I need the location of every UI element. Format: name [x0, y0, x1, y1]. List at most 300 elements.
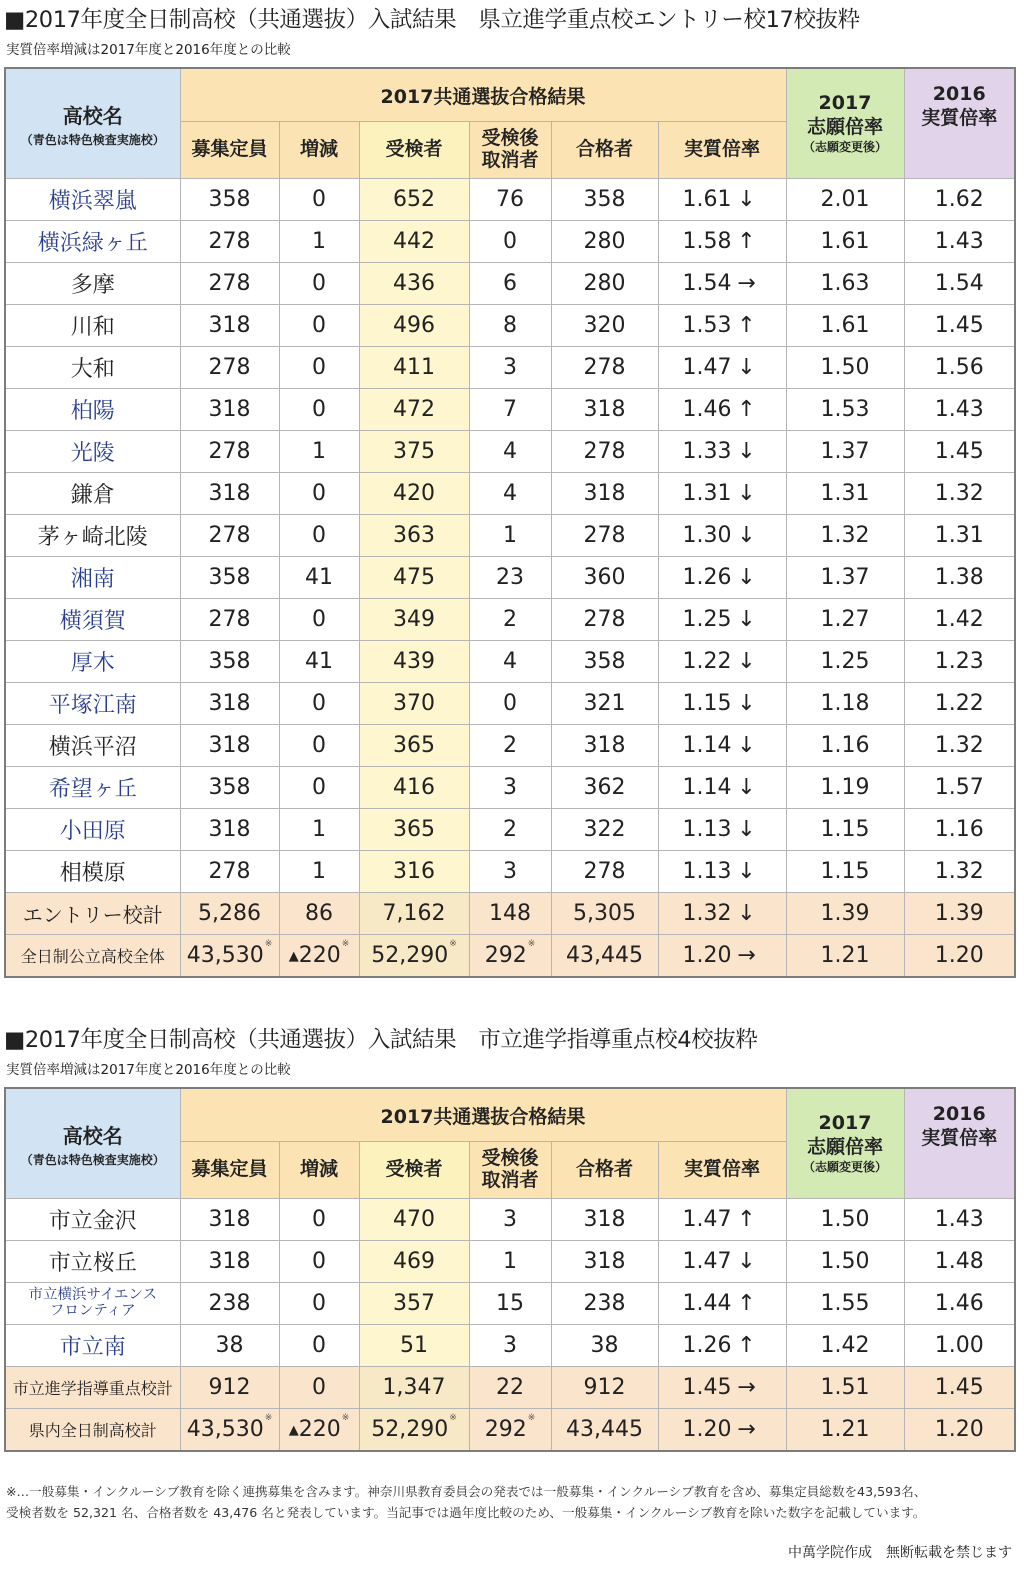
arrow-down-icon: ↓ [737, 565, 756, 590]
actual-ratio [658, 1241, 786, 1283]
withdrawn [469, 683, 551, 725]
change [279, 599, 359, 641]
header-2016-ratio [904, 68, 1015, 179]
passed [551, 431, 658, 473]
school-name: 柏陽 [5, 389, 180, 431]
passed-value: 318 [583, 733, 626, 758]
withdrawn-value: 3 [503, 859, 517, 884]
passed-value: 320 [583, 313, 626, 338]
passed [551, 683, 658, 725]
passed-value: 278 [583, 439, 626, 464]
capacity [180, 1241, 279, 1283]
section-title: ■2017年度全日制高校（共通選抜）入試結果 市立進学指導重点校4校抜粋 [4, 1027, 758, 1053]
school-name: 全日制公立高校全体 [5, 935, 180, 978]
actual-ratio [658, 641, 786, 683]
withdrawn [469, 1241, 551, 1283]
actual-ratio-value: 1.30 [682, 523, 732, 548]
capacity-value: 278 [208, 439, 251, 464]
actual-ratio-value: 1.47 [682, 1207, 732, 1232]
withdrawn-value: 1 [503, 1249, 517, 1274]
ratio-2017: 1.51 [786, 1367, 904, 1409]
school-name-line1: 市立横浜サイエンス [28, 1287, 157, 1304]
ratio-2017: 1.42 [786, 1325, 904, 1367]
actual-ratio-value: 1.47 [682, 355, 732, 380]
change-value: 86 [305, 901, 333, 926]
arrow-right-icon: → [737, 1375, 756, 1400]
applicants [359, 347, 469, 389]
change-value: 1 [312, 817, 326, 842]
school-name: 相模原 [5, 851, 180, 893]
applicants [359, 1199, 469, 1241]
withdrawn-value: 7 [503, 397, 517, 422]
applicants-value: 416 [393, 775, 435, 800]
ratio-2016: 1.48 [904, 1241, 1015, 1283]
capacity [180, 641, 279, 683]
results-table [4, 1087, 1016, 1452]
actual-ratio [658, 851, 786, 893]
ratio-2017: 1.32 [786, 515, 904, 557]
change-value: 220 [298, 1417, 341, 1442]
applicants-value: 496 [393, 313, 435, 338]
ratio-2017: 1.50 [786, 1241, 904, 1283]
capacity-value: 278 [208, 229, 251, 254]
passed [551, 1409, 658, 1452]
note-mark: ※ [264, 1413, 273, 1423]
table-row [5, 305, 1015, 347]
withdrawn-value: 8 [503, 313, 517, 338]
passed-value: 358 [583, 187, 626, 212]
arrow-up-icon: ↑ [737, 1207, 756, 1232]
header-withdrawn-line2: 取消者 [481, 149, 539, 171]
change [279, 809, 359, 851]
ratio-2017: 1.50 [786, 347, 904, 389]
applicants [359, 431, 469, 473]
change [279, 221, 359, 263]
withdrawn-value: 0 [503, 229, 517, 254]
change-value: 0 [312, 1291, 326, 1316]
change [279, 683, 359, 725]
capacity-value: 278 [208, 271, 251, 296]
school-name: 茅ヶ崎北陵 [5, 515, 180, 557]
header-change: 増減 [279, 122, 359, 179]
change-value: 1 [312, 229, 326, 254]
change [279, 1409, 359, 1452]
passed-value: 358 [583, 649, 626, 674]
withdrawn [469, 431, 551, 473]
footnote: ※…一般募集・インクルーシブ教育を除く連携募集を含みます。神奈川県教育委員会の発表では一般募集・インクルーシブ教育を含め、募集定員総数を43,593名、 受検者数を 52,321 名、合格者数を 43,476 名と発表しています。当記事では過年度比較のため、一般募集・インクルーシブ教育を除いた数字を記載しています。 [6, 1484, 927, 1520]
capacity-value: 278 [208, 523, 251, 548]
school-name: 県内全日制高校計 [5, 1409, 180, 1452]
header-2016-year: 2016 [932, 1103, 986, 1125]
section-subtitle: 実質倍率増減は2017年度と2016年度との比較 [6, 1062, 291, 1078]
passed-value: 280 [583, 271, 626, 296]
applicants-value: 375 [393, 439, 435, 464]
withdrawn-value: 76 [496, 187, 524, 212]
capacity-value: 318 [208, 481, 251, 506]
withdrawn [469, 725, 551, 767]
passed-value: 912 [583, 1375, 626, 1400]
total-row [5, 935, 1015, 978]
school-name: 市立進学指導重点校計 [5, 1367, 180, 1409]
school-name: 平塚江南 [5, 683, 180, 725]
applicants [359, 389, 469, 431]
passed [551, 389, 658, 431]
passed [551, 557, 658, 599]
withdrawn-value: 148 [489, 901, 531, 926]
header-school [5, 1088, 180, 1199]
capacity [180, 1367, 279, 1409]
withdrawn-value: 292 [484, 1417, 527, 1442]
passed [551, 935, 658, 978]
capacity-value: 318 [208, 1207, 251, 1232]
table-row [5, 179, 1015, 221]
ratio-2016: 1.54 [904, 263, 1015, 305]
applicants-value: 357 [393, 1291, 435, 1316]
ratio-2017: 1.53 [786, 389, 904, 431]
decrease-triangle-icon: ▲ [288, 1423, 299, 1438]
actual-ratio-value: 1.61 [682, 187, 732, 212]
school-name: 鎌倉 [5, 473, 180, 515]
header-school-note: （青色は特色検査実施校） [20, 132, 165, 147]
total-row [5, 1409, 1015, 1452]
change [279, 1283, 359, 1325]
applicants [359, 305, 469, 347]
actual-ratio-value: 1.54 [682, 271, 732, 296]
ratio-2016: 1.16 [904, 809, 1015, 851]
passed [551, 1367, 658, 1409]
header-2017-ratio [786, 68, 904, 179]
actual-ratio-value: 1.53 [682, 313, 732, 338]
actual-ratio-value: 1.58 [682, 229, 732, 254]
capacity [180, 935, 279, 978]
ratio-2017: 1.50 [786, 1199, 904, 1241]
capacity [180, 1325, 279, 1367]
withdrawn-value: 2 [503, 733, 517, 758]
passed-value: 278 [583, 355, 626, 380]
ratio-2017: 1.21 [786, 1409, 904, 1452]
capacity [180, 683, 279, 725]
actual-ratio [658, 1283, 786, 1325]
capacity [180, 179, 279, 221]
change [279, 725, 359, 767]
withdrawn [469, 1199, 551, 1241]
withdrawn-value: 15 [496, 1291, 524, 1316]
ratio-2017: 1.25 [786, 641, 904, 683]
note-mark: ※ [527, 1413, 536, 1423]
capacity-value: 358 [208, 775, 251, 800]
applicants [359, 725, 469, 767]
withdrawn-value: 2 [503, 607, 517, 632]
withdrawn [469, 809, 551, 851]
header-capacity: 募集定員 [180, 122, 279, 179]
arrow-up-icon: ↑ [737, 229, 756, 254]
actual-ratio [658, 1367, 786, 1409]
passed-value: 5,305 [573, 901, 636, 926]
passed-value: 43,445 [566, 1417, 643, 1442]
passed-value: 318 [583, 397, 626, 422]
ratio-2016: 1.46 [904, 1283, 1015, 1325]
change [279, 767, 359, 809]
change [279, 893, 359, 935]
actual-ratio [658, 431, 786, 473]
table-row [5, 851, 1015, 893]
arrow-down-icon: ↓ [737, 187, 756, 212]
passed [551, 1241, 658, 1283]
ratio-2017: 1.39 [786, 893, 904, 935]
withdrawn [469, 641, 551, 683]
ratio-2017: 1.37 [786, 431, 904, 473]
applicants-value: 436 [393, 271, 435, 296]
capacity [180, 599, 279, 641]
header-ratio: 実質倍率 [658, 122, 786, 179]
applicants-value: 1,347 [382, 1375, 446, 1400]
capacity-value: 912 [208, 1375, 251, 1400]
passed [551, 305, 658, 347]
change-value: 0 [312, 271, 326, 296]
withdrawn [469, 935, 551, 978]
passed [551, 515, 658, 557]
change [279, 473, 359, 515]
actual-ratio [658, 1325, 786, 1367]
actual-ratio-value: 1.33 [682, 439, 732, 464]
capacity-value: 278 [208, 859, 251, 884]
withdrawn-value: 3 [503, 1333, 517, 1358]
table-row [5, 557, 1015, 599]
actual-ratio-value: 1.22 [682, 649, 732, 674]
arrow-down-icon: ↓ [737, 481, 756, 506]
withdrawn [469, 473, 551, 515]
ratio-2016: 1.62 [904, 179, 1015, 221]
withdrawn [469, 1409, 551, 1452]
withdrawn-value: 0 [503, 691, 517, 716]
capacity [180, 473, 279, 515]
capacity [180, 221, 279, 263]
actual-ratio-value: 1.32 [682, 901, 732, 926]
table-row [5, 725, 1015, 767]
passed-value: 362 [583, 775, 626, 800]
header-2017-ratio [786, 1088, 904, 1199]
passed-value: 318 [583, 481, 626, 506]
school-name: 光陵 [5, 431, 180, 473]
withdrawn [469, 305, 551, 347]
ratio-2017: 1.61 [786, 221, 904, 263]
ratio-2016: 1.22 [904, 683, 1015, 725]
applicants-value: 652 [393, 187, 435, 212]
actual-ratio-value: 1.47 [682, 1249, 732, 1274]
header-withdrawn [469, 1142, 551, 1199]
section-title: ■2017年度全日制高校（共通選抜）入試結果 県立進学重点校エントリー校17校抜粋 [4, 7, 860, 33]
applicants [359, 1325, 469, 1367]
school-name: 川和 [5, 305, 180, 347]
actual-ratio [658, 263, 786, 305]
capacity [180, 347, 279, 389]
passed-value: 43,445 [566, 943, 643, 968]
table-row [5, 599, 1015, 641]
change-value: 41 [305, 565, 333, 590]
applicants-value: 411 [393, 355, 435, 380]
withdrawn [469, 179, 551, 221]
passed [551, 263, 658, 305]
passed [551, 851, 658, 893]
ratio-2016: 1.43 [904, 221, 1015, 263]
passed-value: 278 [583, 607, 626, 632]
ratio-2017: 1.63 [786, 263, 904, 305]
passed [551, 809, 658, 851]
capacity [180, 767, 279, 809]
withdrawn [469, 347, 551, 389]
ratio-2016: 1.00 [904, 1325, 1015, 1367]
change-value: 0 [312, 733, 326, 758]
capacity-value: 43,530 [186, 1417, 264, 1442]
arrow-down-icon: ↓ [737, 439, 756, 464]
applicants-value: 420 [393, 481, 435, 506]
header-2017-label: 志願倍率 [806, 116, 883, 138]
table-row [5, 389, 1015, 431]
ratio-2017: 1.27 [786, 599, 904, 641]
applicants [359, 641, 469, 683]
passed-value: 318 [583, 1207, 626, 1232]
applicants [359, 557, 469, 599]
applicants-value: 470 [393, 1207, 435, 1232]
change-value: 0 [312, 355, 326, 380]
capacity-value: 318 [208, 733, 251, 758]
ratio-2017: 1.21 [786, 935, 904, 978]
passed-value: 360 [583, 565, 626, 590]
arrow-down-icon: ↓ [737, 649, 756, 674]
actual-ratio [658, 935, 786, 978]
actual-ratio [658, 347, 786, 389]
applicants [359, 851, 469, 893]
actual-ratio-value: 1.13 [682, 859, 732, 884]
withdrawn [469, 515, 551, 557]
passed [551, 893, 658, 935]
change [279, 305, 359, 347]
actual-ratio [658, 515, 786, 557]
ratio-2017: 1.37 [786, 557, 904, 599]
table-row [5, 683, 1015, 725]
passed [551, 179, 658, 221]
arrow-down-icon: ↓ [737, 523, 756, 548]
withdrawn-value: 4 [503, 481, 517, 506]
school-name: 希望ヶ丘 [5, 767, 180, 809]
withdrawn [469, 263, 551, 305]
withdrawn-value: 3 [503, 355, 517, 380]
withdrawn [469, 767, 551, 809]
header-withdrawn-line1: 受検後 [481, 1147, 539, 1170]
ratio-2016: 1.38 [904, 557, 1015, 599]
applicants-value: 472 [393, 397, 435, 422]
withdrawn-value: 23 [496, 565, 524, 590]
actual-ratio-value: 1.14 [682, 775, 732, 800]
capacity [180, 557, 279, 599]
capacity [180, 1199, 279, 1241]
applicants [359, 599, 469, 641]
ratio-2016: 1.20 [904, 935, 1015, 978]
applicants-value: 51 [400, 1333, 428, 1358]
header-2016-label: 実質倍率 [921, 106, 998, 129]
arrow-up-icon: ↑ [737, 1291, 756, 1316]
capacity-value: 238 [208, 1291, 251, 1316]
arrow-right-icon: → [737, 271, 756, 296]
school-name: 横須賀 [5, 599, 180, 641]
withdrawn-value: 4 [503, 439, 517, 464]
capacity [180, 1409, 279, 1452]
applicants [359, 935, 469, 978]
capacity [180, 851, 279, 893]
header-2017-year: 2017 [818, 92, 872, 115]
header-withdrawn [469, 122, 551, 179]
actual-ratio-value: 1.45 [682, 1375, 732, 1400]
actual-ratio-value: 1.26 [682, 565, 732, 590]
passed [551, 725, 658, 767]
ratio-2017: 1.15 [786, 851, 904, 893]
applicants-value: 442 [393, 229, 435, 254]
arrow-down-icon: ↓ [737, 733, 756, 758]
school-name-line2: フロンティア [49, 1302, 136, 1319]
applicants [359, 1367, 469, 1409]
withdrawn [469, 1367, 551, 1409]
change-value: 0 [312, 397, 326, 422]
school-name: 横浜緑ヶ丘 [5, 221, 180, 263]
arrow-down-icon: ↓ [737, 859, 756, 884]
note-mark: ※ [449, 939, 457, 949]
section-subtitle: 実質倍率増減は2017年度と2016年度との比較 [6, 42, 291, 58]
actual-ratio [658, 1409, 786, 1452]
ratio-2016: 1.23 [904, 641, 1015, 683]
change-value: 0 [312, 313, 326, 338]
actual-ratio-value: 1.44 [682, 1291, 732, 1316]
withdrawn-value: 6 [503, 271, 517, 296]
actual-ratio-value: 1.13 [682, 817, 732, 842]
ratio-2016: 1.56 [904, 347, 1015, 389]
school-name: 市立桜丘 [5, 1241, 180, 1283]
ratio-2017: 2.01 [786, 179, 904, 221]
applicants [359, 1409, 469, 1452]
ratio-2016: 1.42 [904, 599, 1015, 641]
passed-value: 38 [590, 1333, 619, 1358]
withdrawn [469, 221, 551, 263]
passed-value: 238 [583, 1291, 626, 1316]
change [279, 1367, 359, 1409]
change [279, 641, 359, 683]
ratio-2017: 1.31 [786, 473, 904, 515]
actual-ratio [658, 725, 786, 767]
ratio-2017: 1.15 [786, 809, 904, 851]
school-name: 小田原 [5, 809, 180, 851]
capacity-value: 318 [208, 313, 251, 338]
header-school-label: 高校名 [62, 103, 123, 128]
arrow-up-icon: ↑ [737, 397, 756, 422]
results-table [4, 67, 1016, 978]
actual-ratio [658, 1199, 786, 1241]
applicants [359, 263, 469, 305]
capacity [180, 431, 279, 473]
actual-ratio [658, 473, 786, 515]
capacity [180, 263, 279, 305]
total-row [5, 893, 1015, 935]
capacity-value: 5,286 [198, 901, 261, 926]
change-value: 220 [298, 943, 341, 968]
actual-ratio-value: 1.15 [682, 691, 732, 716]
ratio-2017: 1.18 [786, 683, 904, 725]
withdrawn [469, 557, 551, 599]
applicants-value: 365 [393, 817, 435, 842]
school-name: 横浜翠嵐 [5, 179, 180, 221]
capacity-value: 358 [208, 565, 251, 590]
change-value: 0 [312, 481, 326, 506]
applicants [359, 1241, 469, 1283]
change-value: 1 [312, 859, 326, 884]
